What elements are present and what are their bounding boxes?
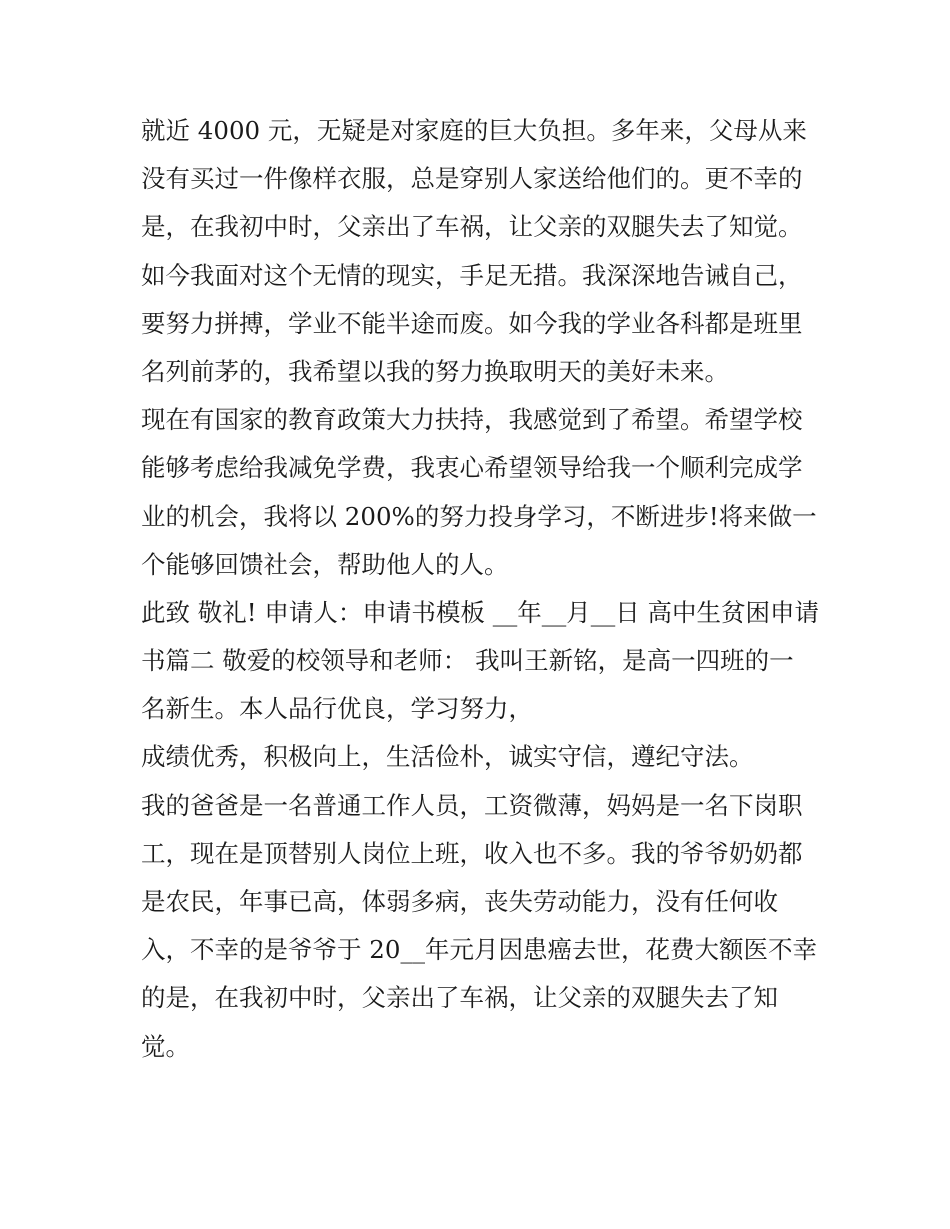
text-line: 觉。: [141, 1031, 190, 1061]
text-line: 我的爸爸是一名普通工作人员，工资微薄，妈妈是一名下岗职: [141, 790, 803, 820]
text-line: 要努力拼搏，学业不能半途而废。如今我的学业各科都是班里: [141, 308, 803, 338]
text-line: 入，不幸的是爷爷于 20__年元月因患癌去世，花费大额医不幸: [141, 935, 817, 965]
text-line: 是，在我初中时，父亲出了车祸，让父亲的双腿失去了知觉。: [141, 212, 803, 242]
text-line: 业的机会，我将以 200%的努力投身学习，不断进步!将来做一: [141, 501, 817, 531]
text-line: 此致 敬礼! 申请人：申请书模板 __年__月__日 高中生贫困申请: [141, 597, 819, 627]
text-line: 就近 4000 元，无疑是对家庭的巨大负担。多年来，父母从来: [141, 116, 807, 145]
text-line: 的是，在我初中时，父亲出了车祸，让父亲的双腿失去了知: [141, 983, 778, 1013]
document-body: [141, 107, 821, 1071]
text-line: 是农民，年事已高，体弱多病，丧失劳动能力，没有任何收: [141, 887, 778, 916]
text-line: 现在有国家的教育政策大力扶持，我感觉到了希望。希望学校: [141, 405, 803, 435]
text-line: 个能够回馈社会，帮助他人的人。: [141, 549, 509, 579]
text-line: 名列前茅的，我希望以我的努力换取明天的美好未来。: [141, 356, 729, 386]
text-line: 没有买过一件像样衣服，总是穿别人家送给他们的。更不幸的: [141, 164, 803, 194]
text-line: 能够考虑给我减免学费，我衷心希望领导给我一个顺利完成学: [141, 453, 803, 483]
text-line: 书篇二 敬爱的校领导和老师： 我叫王新铭，是高一四班的一: [141, 646, 794, 676]
text-line: 如今我面对这个无情的现实，手足无措。我深深地告诫自己，: [141, 260, 803, 290]
text-line: 名新生。本人品行优良，学习努力，: [141, 694, 533, 724]
text-line: 工，现在是顶替别人岗位上班，收入也不多。我的爷爷奶奶都: [141, 838, 803, 868]
text-line: 成绩优秀，积极向上，生活俭朴，诚实守信，遵纪守法。: [141, 742, 754, 772]
